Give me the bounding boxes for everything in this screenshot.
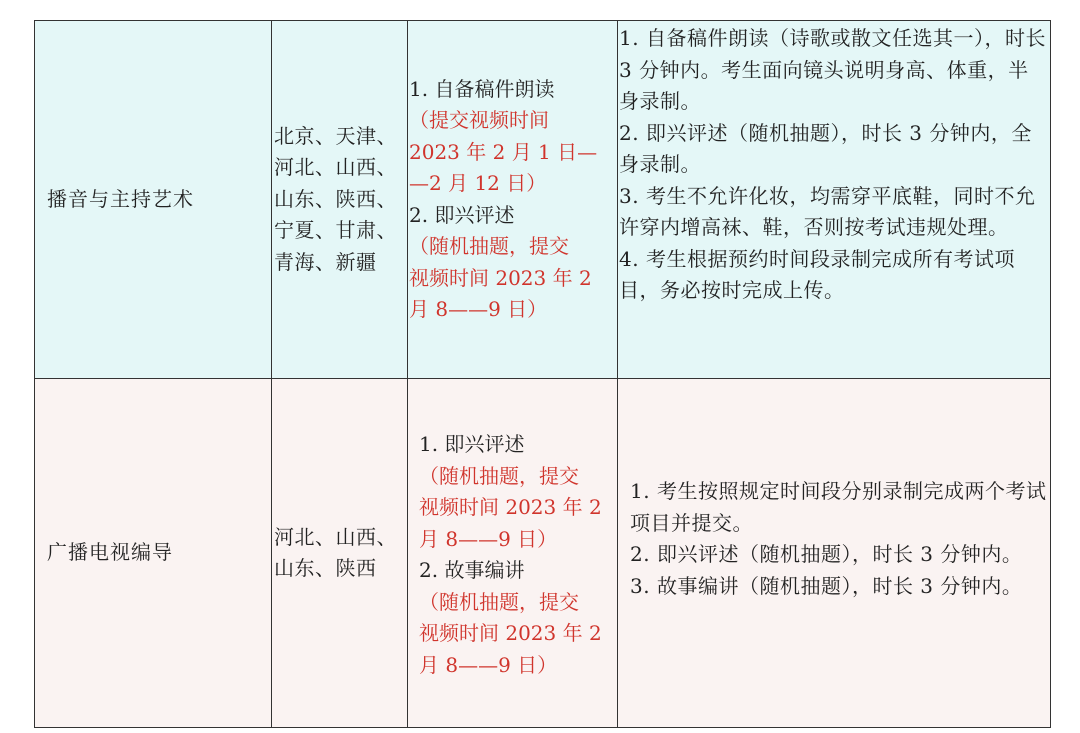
submission-note: —2 月 12 日） <box>409 171 547 195</box>
exam-item-title: 1. 即兴评述 <box>419 432 525 456</box>
regions-cell <box>272 379 408 728</box>
submission-note: 视频时间 2023 年 2 <box>409 265 592 290</box>
requirement-item: 3. 考生不允许化妆，均需穿平底鞋，同时不允许穿内增高袜、鞋，否则按考试违规处理。 <box>619 183 1036 239</box>
region-line: 河北、山西、 <box>274 524 397 549</box>
requirement-item: 3. 故事编讲（随机抽题），时长 3 分钟内。 <box>630 573 1023 598</box>
major-cell: 播音与主持艺术 <box>35 21 272 379</box>
exam-items-cell <box>408 379 618 728</box>
requirement-item: 2. 即兴评述（随机抽题），时长 3 分钟内。 <box>630 542 1023 566</box>
table-row-directing <box>35 379 1051 728</box>
submission-note: 视频时间 2023 年 2 <box>419 621 602 645</box>
submission-note: （随机抽题，提交 <box>409 234 569 258</box>
requirements-cell <box>618 379 1051 728</box>
requirement-item: 2. 即兴评述（随机抽题），时长 3 分钟内，全身录制。 <box>619 120 1032 176</box>
region-line: 北京、天津、 <box>274 123 397 148</box>
submission-note: （随机抽题，提交 <box>419 463 579 488</box>
exam-item-title: 2. 故事编讲 <box>419 558 525 582</box>
submission-note: 月 8——9 日） <box>419 652 558 677</box>
requirement-item: 1. 自备稿件朗读（诗歌或散文任选其一），时长 3 分钟内。考生面向镜头说明身高、体重，半身录制。 <box>619 26 1046 113</box>
major-cell: 广播电视编导 <box>35 379 272 728</box>
submission-note: （随机抽题，提交 <box>419 589 579 614</box>
region-line: 山东、陕西、 <box>274 186 397 211</box>
requirements-cell <box>618 21 1051 379</box>
region-line: 山东、陕西 <box>274 556 377 580</box>
requirement-item: 4. 考生根据预约时间段录制完成所有考试项目，务必按时完成上传。 <box>619 246 1015 302</box>
requirement-item: 1. 考生按照规定时间段分别录制完成两个考试项目并提交。 <box>630 479 1047 535</box>
submission-note: 2023 年 2 月 1 日— <box>409 139 598 164</box>
regions-cell <box>272 21 408 379</box>
exam-table <box>34 20 1051 728</box>
table-row-broadcasting <box>35 21 1051 379</box>
exam-item-title: 1. 自备稿件朗读 <box>409 76 555 101</box>
exam-items-cell <box>408 21 618 379</box>
submission-note: 月 8——9 日） <box>419 526 558 551</box>
exam-item-title: 2. 即兴评述 <box>409 202 515 227</box>
region-line: 河北、山西、 <box>274 155 397 180</box>
region-line: 青海、新疆 <box>274 249 377 274</box>
submission-note: 月 8——9 日） <box>409 297 548 321</box>
submission-note: 视频时间 2023 年 2 <box>419 495 602 519</box>
region-line: 宁夏、甘肃、 <box>274 218 397 243</box>
submission-note: （提交视频时间 <box>409 108 549 132</box>
